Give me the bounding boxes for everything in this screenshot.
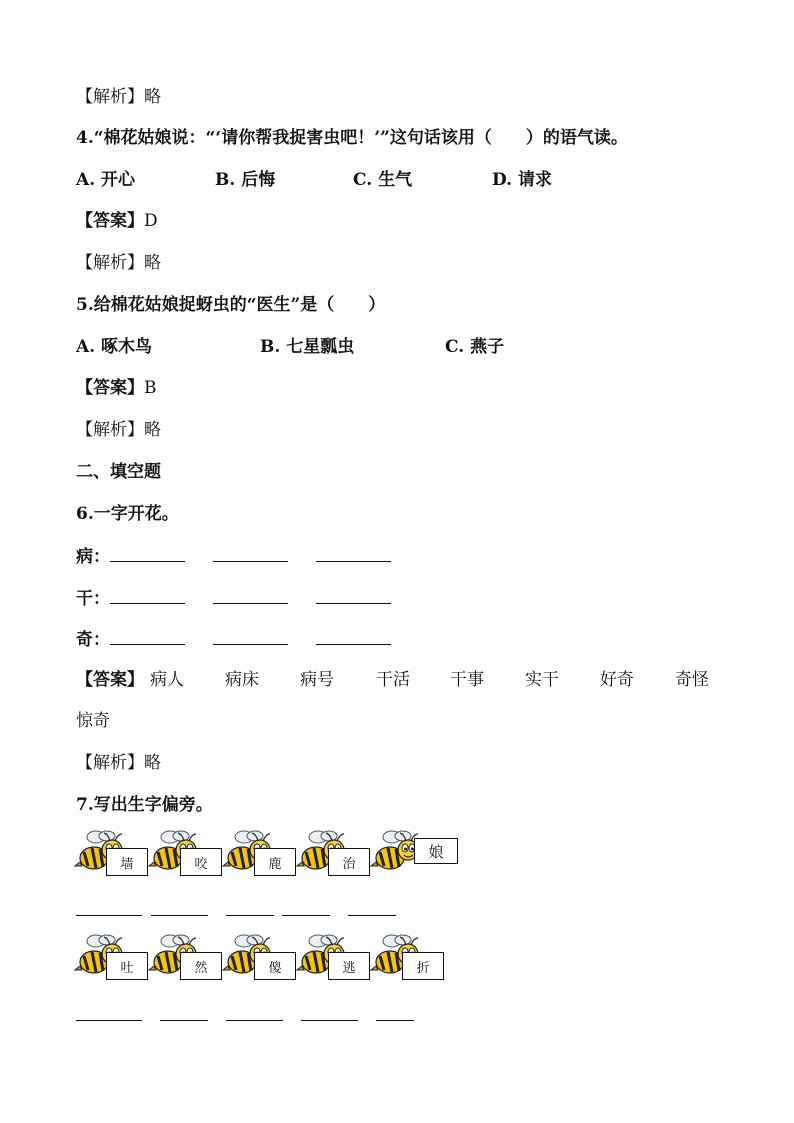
char-box-lu: 鹿 (254, 848, 296, 876)
answer-blank[interactable] (213, 585, 288, 604)
q7-stem: 7.写出生字偏旁。 (76, 795, 213, 815)
q3-analysis: 【解析】略 (76, 87, 161, 107)
bee-card (296, 932, 372, 984)
q4-answer-label: 【答案】 (76, 211, 144, 231)
answer-blank[interactable] (151, 915, 208, 916)
bee-card (222, 932, 298, 984)
q6-answer-word: 病床 (225, 670, 259, 690)
q6-row-char: 奇： (76, 630, 110, 650)
q5-answer (76, 376, 157, 400)
q6-answer-word: 干活 (376, 670, 410, 690)
char-box-zhe: 折 (402, 952, 444, 980)
q5-stem: 5.给棉花姑娘捉蚜虫的“医生”是（ ） (76, 295, 386, 315)
answer-blank[interactable] (76, 1020, 142, 1021)
answer-blank[interactable] (376, 1020, 414, 1021)
q5-answer-value: B (144, 378, 157, 398)
q6-answer-word: 病号 (300, 670, 334, 690)
q4-stem: 4.“棉花姑娘说：“‘请你帮我捉害虫吧！’”这句话该用（ ）的语气读。 (76, 128, 628, 148)
q6-row-gan (76, 585, 419, 611)
bee-card (222, 828, 298, 880)
q6-answer-word: 干事 (450, 670, 484, 690)
q5-answer-label: 【答案】 (76, 378, 144, 398)
q4-answer-value: D (144, 211, 158, 231)
q6-answer-word: 病人 (150, 670, 184, 690)
bee-card (74, 932, 150, 984)
char-box-zhi: 治 (328, 848, 370, 876)
q5-option-a: A. 啄木鸟 (76, 337, 153, 357)
answer-blank[interactable] (213, 543, 288, 562)
answer-blank[interactable] (282, 915, 330, 916)
answer-blank[interactable] (226, 915, 274, 916)
answer-blank[interactable] (213, 626, 288, 645)
q6-row-char: 干： (76, 589, 110, 609)
char-box-sha: 傻 (254, 952, 296, 980)
q6-analysis: 【解析】略 (76, 753, 161, 773)
answer-blank[interactable] (316, 543, 391, 562)
char-box-yao: 咬 (180, 848, 222, 876)
q5-option-c: C. 燕子 (445, 337, 505, 357)
bee-card (74, 828, 150, 880)
q4-answer (76, 209, 158, 233)
q6-stem: 6.一字开花。 (76, 504, 179, 524)
q6-answer-label: 【答案】 (76, 670, 144, 690)
answer-blank[interactable] (348, 915, 396, 916)
answer-blank[interactable] (110, 543, 185, 562)
q4-option-a: A. 开心 (76, 170, 136, 190)
q5-option-b: B. 七星瓢虫 (260, 337, 355, 357)
answer-blank[interactable] (110, 626, 185, 645)
q6-answer-word: 实干 (525, 670, 559, 690)
char-box-ran: 然 (180, 952, 222, 980)
q6-answer-word: 奇怪 (675, 670, 709, 690)
char-box-niang: 娘 (414, 838, 458, 864)
answer-blank[interactable] (226, 1020, 283, 1021)
answer-blank[interactable] (316, 626, 391, 645)
answer-blank[interactable] (76, 915, 142, 916)
char-box-tu: 吐 (106, 952, 148, 980)
q4-option-b: B. 后悔 (215, 170, 276, 190)
q6-row-char: 病： (76, 547, 110, 567)
bee-card (148, 828, 224, 880)
q6-row-bing (76, 543, 419, 569)
bee-card (370, 932, 446, 984)
q6-answer-word: 好奇 (600, 670, 634, 690)
q5-analysis: 【解析】略 (76, 420, 161, 440)
answer-blank[interactable] (160, 1020, 208, 1021)
char-box-tao: 逃 (328, 952, 370, 980)
q4-analysis: 【解析】略 (76, 253, 161, 273)
answer-blank[interactable] (316, 585, 391, 604)
bee-card (296, 828, 372, 880)
char-box-qiang: 墙 (106, 848, 148, 876)
q4-option-c: C. 生气 (353, 170, 413, 190)
q6-row-qi (76, 626, 419, 652)
bee-card (370, 828, 466, 880)
section-title-fill-blank: 二、填空题 (76, 462, 161, 482)
answer-blank[interactable] (301, 1020, 358, 1021)
q4-option-d: D. 请求 (492, 170, 552, 190)
answer-blank[interactable] (110, 585, 185, 604)
q6-answer-continued: 惊奇 (76, 711, 110, 731)
bee-card (148, 932, 224, 984)
